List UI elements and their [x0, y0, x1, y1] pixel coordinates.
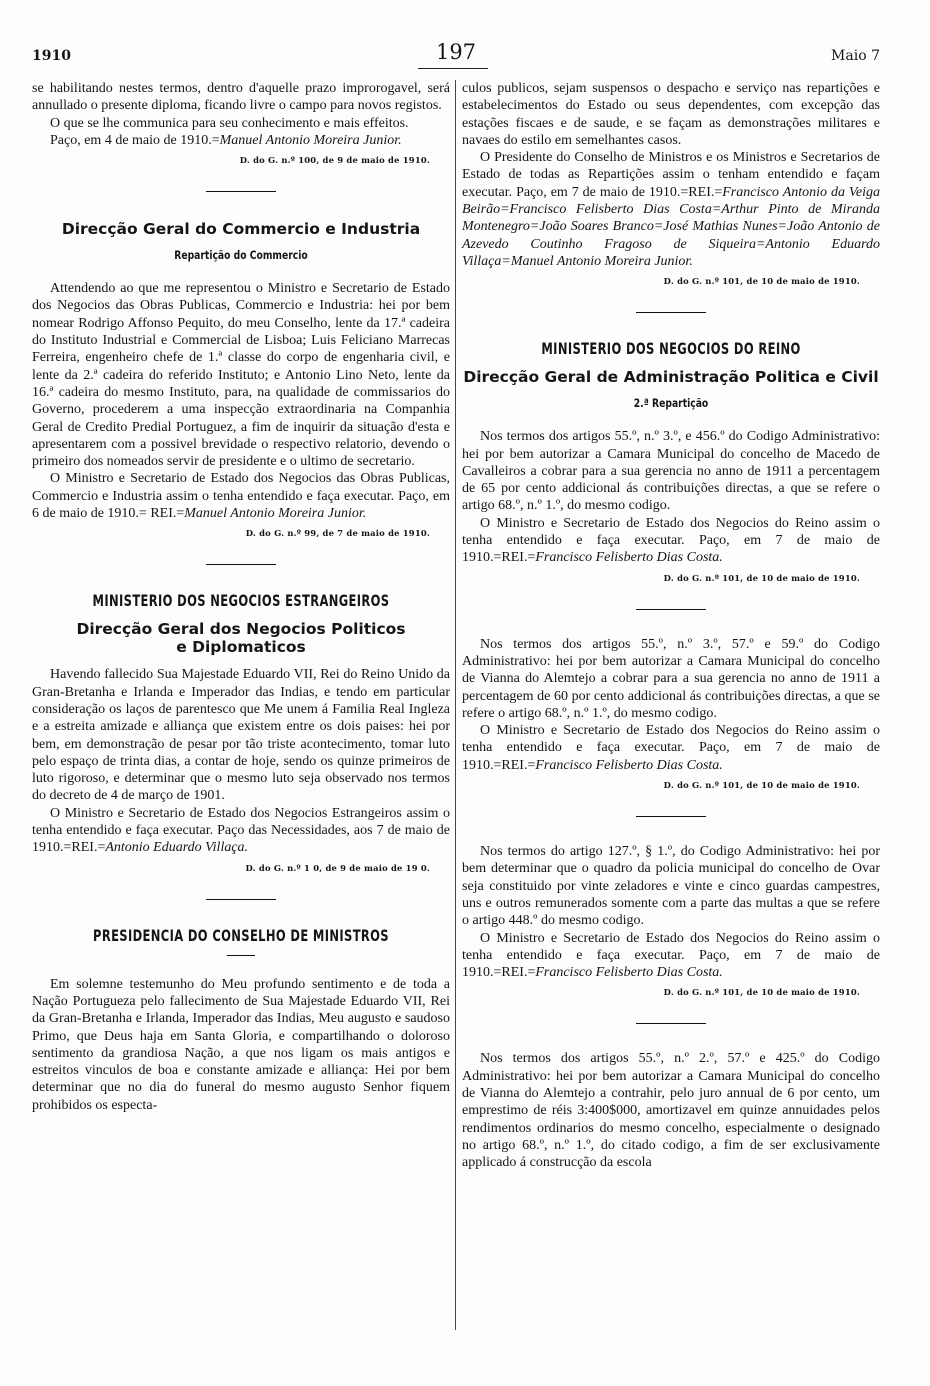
section-rule — [636, 609, 706, 610]
section-rule — [636, 1023, 706, 1024]
section-rule — [206, 899, 276, 900]
ministry-heading-estrangeiros: MINISTERIO DOS NEGOCIOS ESTRANGEIROS — [92, 591, 390, 611]
paragraph-text: O Ministro e Secretario de Estado dos Negocios do Reino assim o tenha entendido e faça executar. Paço, em 7 de maio de 1910.=REI.= — [462, 723, 880, 773]
signature: Manuel Antonio Moreira Junior. — [184, 506, 367, 522]
paragraph: se habilitando nestes termos, dentro d'aquelle prazo improrogavel, será annullado o presente diploma, ficando livre o campo para novos registos. — [32, 81, 450, 114]
section-rule — [227, 955, 255, 956]
header-year: 1910 — [32, 48, 71, 64]
section-rule — [636, 312, 706, 313]
ministry-heading-presidencia: PRESIDENCIA DO CONSELHO DE MINISTROS — [93, 925, 389, 945]
section-heading-politicos — [32, 620, 450, 656]
gazette-citation: D. do G. n.º 101, de 10 de maio de 1910. — [663, 276, 860, 287]
paragraph: Attendendo ao que me representou o Ministro e Secretario de Estado dos Negocios das Obras Publicas, Commercio e Industria: hei por bem nomear Rodrigo Affonso Pequito, do meu Conselho, lente da 17.ª cadeira do Instituto Industrial e Commercial de Lisboa; Luis Feliciano Marrecas Ferreira, engenheiro chefe de 1.ª classe do corpo de engenharia civil, e lente da 2.ª cadeira do referido Instituto; e Antonio Lino Neto, lente da 16.ª cadeira do mesmo Instituto, para, na qualidade de commissarios do Governo, procederem a uma inspecção extraordinaria na Companhia Geral de Credito Predial Portuguez, a fim de inquirir da situação d'esta e apresentarem com a possivel brevidade o respectivo relatorio, devendo o primeiro dos nomeados servir de presidente e o ultimo de secretario. — [32, 281, 450, 470]
paragraph — [32, 132, 450, 149]
subsection-heading: 2.ª Repartição — [633, 396, 709, 411]
gazette-citation: D. do G. n.º 1 0, de 9 de maio de 19 0. — [245, 862, 430, 873]
signature: Francisco Felisberto Dias Costa. — [535, 965, 723, 981]
right-column — [462, 80, 880, 1171]
paragraph-text: O Ministro e Secretario de Estado dos Negocios das Obras Publicas, Commercio e Industria assim o tenha entendido e faça executar. Paço, em 6 de maio de 1910.= REI.= — [32, 471, 450, 522]
paragraph — [462, 722, 880, 774]
paragraph — [462, 515, 880, 567]
subsection-heading: Repartição do Commercio — [174, 248, 308, 263]
paragraph-text: O Ministro e Secretario de Estado dos Negocios do Reino assim o tenha entendido e faça executar. Paço, em 7 de maio de 1910.=REI.= — [462, 515, 880, 566]
paragraph-text: O Ministro e Secretario de Estado dos Negocios Estrangeiros assim o tenha entendido e faça executar. Paço das Necessidades, aos 7 de maio de 1910.=REI.= — [32, 805, 450, 856]
section-rule — [206, 564, 276, 565]
column-divider — [455, 80, 456, 1330]
signature: Francisco Antonio da Veiga Beirão=Francisco Felisberto Dias Costa=Arthur Pinto de Miranda Montenegro=João Soares Branco=José Mathias Nunes=João Antonio de Azevedo Coutinho Fragoso de Siqueira=Antonio Eduardo Villaça=Manuel Antonio Moreira Junior. — [462, 184, 880, 269]
paragraph: Nos termos dos artigos 55.º, n.º 3.º, e 456.º do Codigo Administrativo: hei por bem autorizar a Camara Municipal do concelho de Macedo de Cavalleiros a cobrar para a sua gerencia no anno de 1911 a percentagem de 65 por cento addicional ás contribuições directas, a que se refere o artigo 68.º, n.º 1.º, do mesmo codigo. — [462, 429, 880, 514]
section-heading-administracao: Direcção Geral de Administração Politica e Civil — [463, 368, 879, 387]
signature: Francisco Felisberto Dias Costa. — [535, 550, 723, 566]
paragraph: O que se lhe communica para seu conhecimento e mais effeitos. — [50, 115, 409, 131]
paragraph-text: Paço, em 4 de maio de 1910.= — [50, 132, 220, 148]
paragraph: Nos termos dos artigos 55.º, n.º 3.º, 57.º e 59.º do Codigo Administrativo: hei por bem autorizar a Camara Municipal do concelho de Vianna do Alemtejo a cobrar para a sua gerencia no anno de 1911 a percentagem de 60 por cento addicional ás contribuições directas, a que se refere o artigo 68.º, n.º 1.º, do mesmo codigo. — [462, 636, 880, 721]
header-date: Maio 7 — [831, 48, 880, 64]
ministry-heading-reino: MINISTERIO DOS NEGOCIOS DO REINO — [541, 339, 801, 359]
header-rule — [418, 68, 488, 69]
heading-line: Direcção Geral dos Negocios Politicos — [76, 620, 406, 639]
paragraph-text: O Presidente do Conselho de Ministros e os Ministros e Secretarios de Estado de todas as Repartições assim o tenham entendido e façam executar. Paço, em 7 de maio de 1910.=REI.= — [462, 150, 880, 200]
gazette-citation: D. do G. n.º 99, de 7 de maio de 1910. — [245, 528, 430, 539]
paragraph-text: O Ministro e Secretario de Estado dos Negocios do Reino assim o tenha entendido e faça executar. Paço, em 7 de maio de 1910.=REI.= — [462, 930, 880, 981]
page-number: 197 — [435, 40, 477, 64]
gazette-citation: D. do G. n.º 100, de 9 de maio de 1910. — [239, 155, 430, 166]
page-header — [32, 40, 880, 70]
paragraph: Em solemne testemunho do Meu profundo sentimento e de toda a Nação Portugueza pelo fallecimento de Sua Majestade Eduardo VII, Rei da Gran-Bretanha e Irlanda, Imperador das Indias, Meu augusto e saudoso Primo, que Deus haja em Santa Gloria, e compartilhando o doloroso sentimento da grandiosa Nação, a que nos ligam os mais antigos e estreitos vinculos de boa e constante amizade e alliança: Hei por bem determinar que no dia do funeral do mesmo augusto Senhor fiquem prohibidos os especta- — [32, 976, 450, 1113]
paragraph — [462, 930, 880, 982]
section-rule — [636, 816, 706, 817]
gazette-citation: D. do G. n.º 101, de 10 de maio de 1910. — [663, 572, 860, 583]
paragraph — [32, 805, 450, 857]
gazette-citation: D. do G. n.º 101, de 10 de maio de 1910. — [663, 987, 860, 998]
section-rule — [206, 191, 276, 192]
paragraph: culos publicos, sejam suspensos o despacho e serviço nas repartições e estabelecimentos do Estado ou seus dependentes, com excepção das estações fiscaes e de saude, e se façam as demonstrações militares e navaes do estilo em semelhantes casos. — [462, 81, 880, 148]
signature: Antonio Eduardo Villaça. — [105, 840, 249, 856]
paragraph — [462, 149, 880, 270]
signature: Manuel Antonio Moreira Junior. — [219, 132, 402, 148]
paragraph — [32, 470, 450, 522]
left-column — [32, 80, 450, 1114]
paragraph: Havendo fallecido Sua Majestade Eduardo VII, Rei do Reino Unido da Gran-Bretanha e Irlanda e Imperador das Indias, e tendo em particular consideração os laços de parentesco que Me unem á Familia Real Ingleza e a estreita amizade e alliança que existem entre os dois paises: hei por bem, em demonstração de pesar por tão triste acontecimento, tomar luto pelo espaço de trinta dias, a contar de hoje, sendo os quinze primeiros de luto rigoroso, e determinar que o mesmo luto seja observado nos termos do decreto de 4 de março de 1901. — [32, 667, 450, 804]
paragraph: Nos termos dos artigos 55.º, n.º 2.º, 57.º e 425.º do Codigo Administrativo: hei por bem autorizar a Camara Municipal do concelho de Vianna do Alemtejo a contrahir, pelo juro annual de 6 por cento, um emprestimo de réis 3:400$000, amortizavel em quinze annuidades pelos rendimentos ordinarios do mesmo concelho, especialmente o designado no artigo 68.º, n.º 1.º, do citado codigo, a fim de ser exclusivamente applicado á construcção da escola — [462, 1051, 880, 1171]
heading-line: e Diplomaticos — [176, 638, 306, 657]
signature: Francisco Felisberto Dias Costa. — [535, 757, 723, 773]
paragraph: Nos termos do artigo 127.º, § 1.º, do Codigo Administrativo: hei por bem determinar que o quadro da policia municipal do concelho de Ovar seja constituido por vinte zeladores e vinte e cinco guardas campestres, uns e outros remunerados somente com a parte das multas a que se refere o artigo 448.º do mesmo codigo. — [462, 844, 880, 929]
section-heading-commercio: Direcção Geral do Commercio e Industria — [61, 220, 421, 239]
gazette-citation: D. do G. n.º 101, de 10 de maio de 1910. — [663, 780, 860, 791]
